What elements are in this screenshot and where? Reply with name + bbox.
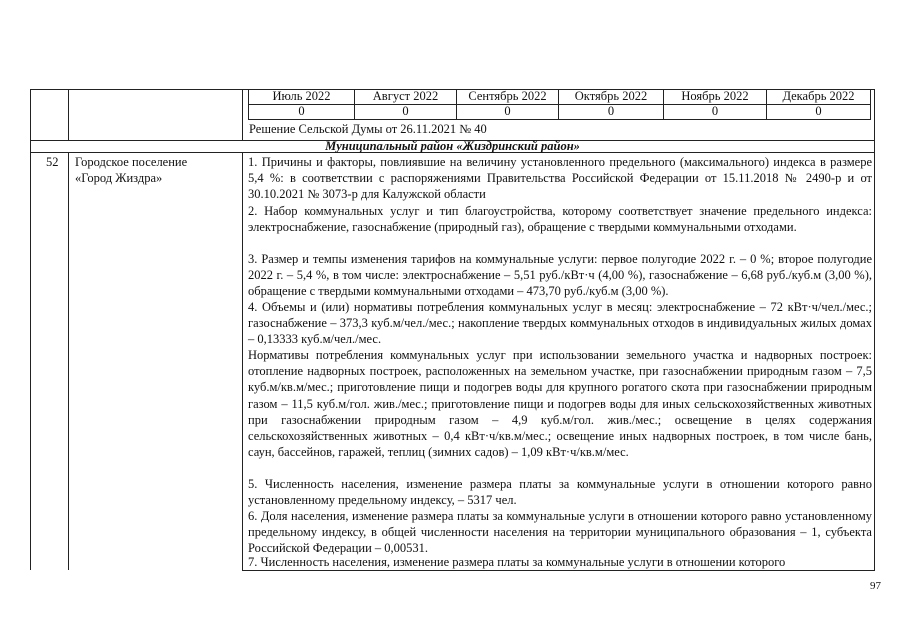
col-sep-number-lower bbox=[68, 152, 69, 570]
month-header-sep: Сентябрь 2022 bbox=[468, 89, 547, 103]
month-value-sep: 0 bbox=[504, 104, 511, 118]
table-left-border bbox=[30, 89, 31, 570]
month-header-aug: Август 2022 bbox=[372, 89, 439, 103]
paragraph-7: 7. Численность населения, изменение размера платы за коммунальные услуги в отношении которого bbox=[248, 555, 786, 569]
municipality-name-line2: «Город Жиздра» bbox=[75, 171, 163, 185]
col-sep-name-top bbox=[242, 89, 243, 140]
paragraph-2: 2. Набор коммунальных услуг и тип благоустройства, которому соответствует значение предельного индекса: электроснабжение, газоснабжение (природный газ), обращение с твердыми коммунальными отходами. bbox=[248, 204, 872, 235]
month-header-oct: Октябрь 2022 bbox=[574, 89, 648, 103]
paragraph-3: 3. Размер и темпы изменения тарифов на коммунальные услуги: первое полугодие 2022 г. – 0 %; второе полугодие 2022 г. – 5,4 %, в том числе: электроснабжение – 5,51 руб./кВт·ч (4,00 %), газоснабжение – 6,68 руб./куб.м (3,00 %), обращение с твердыми коммунальными отходами – 473,70 руб./куб.м (3,00 %). bbox=[248, 252, 872, 299]
col-sep-name bbox=[242, 152, 243, 570]
page-number: 97 bbox=[870, 580, 881, 592]
paragraph-5: 5. Численность населения, изменение размера платы за коммунальные услуги в отношении которого равно установленному предельному индексу, – 5317 чел. bbox=[248, 477, 872, 508]
paragraph-1: 1. Причины и факторы, повлиявшие на величину установленного предельного (максимального) индекса в размере 5,4 %: в соответствии с распоряжениями Правительства Российской Федерации от 15.11.2018 № 2490-р и от 30.10.2021 № 3073-р для Калужской области bbox=[248, 155, 872, 202]
col-sep-number-top bbox=[68, 89, 69, 140]
month-header-dec: Декабрь 2022 bbox=[782, 89, 855, 103]
month-grid-bottom bbox=[248, 119, 871, 120]
month-value-jul: 0 bbox=[298, 104, 305, 118]
month-grid-v6 bbox=[870, 89, 871, 119]
month-value-dec: 0 bbox=[815, 104, 822, 118]
municipality-name-line1: Городское поселение bbox=[75, 155, 188, 169]
month-value-oct: 0 bbox=[607, 104, 615, 118]
paragraph-6: 6. Доля населения, изменение размера платы за коммунальные услуги в отношении которого равно установленному предельному индексу, в общей численности населения на территории муниципального образования – 1, субъекта Российской Федерации – 0,00531. bbox=[248, 509, 872, 556]
month-value-aug: 0 bbox=[402, 104, 409, 118]
row-number: 52 bbox=[46, 155, 59, 169]
month-value-nov: 0 bbox=[711, 104, 719, 118]
district-header: Муниципальный район «Жиздринский район» bbox=[325, 139, 580, 153]
table-bottom-border bbox=[242, 570, 875, 571]
paragraph-norms: Нормативы потребления коммунальных услуг при использовании земельного участка и надворных построек: отопление надворных построек, расположенных на земельном участке, при газоснабжении природным газом – 7,5 куб.м/кв.м/мес.; приготовление пищи и подогрев воды для крупного рогатого скота при газоснабжении природным газом – 11,5 куб.м/гол. жив./мес.; приготовление пищи и подогрев воды для иных сельскохозяйственных животных при газоснабжении природным газом – 4,9 куб.м/гол. жив./мес.; освещение в целях содержания сельскохозяйственных животных – 0,4 кВт·ч/кв.м/мес.; освещение иных надворных построек, в том числе бань, саун, бассейнов, гаражей, теплиц (зимних садов) – 1,09 кВт·ч/кв.м/мес. bbox=[248, 348, 872, 460]
table-right-border bbox=[874, 89, 875, 570]
decision-text: Решение Сельской Думы от 26.11.2021 № 40 bbox=[249, 122, 487, 136]
month-header-jul: Июль 2022 bbox=[272, 89, 331, 103]
month-header-nov: Ноябрь 2022 bbox=[681, 89, 749, 103]
paragraph-4: 4. Объемы и (или) нормативы потребления коммунальных услуг в месяц: электроснабжение – 72 кВт·ч/чел./мес.; газоснабжение – 373,3 куб.м/чел./мес.; накопление твердых коммунальных отходов в индивидуальных жилых домах – 0,13333 куб.м/чел./мес. bbox=[248, 300, 872, 347]
